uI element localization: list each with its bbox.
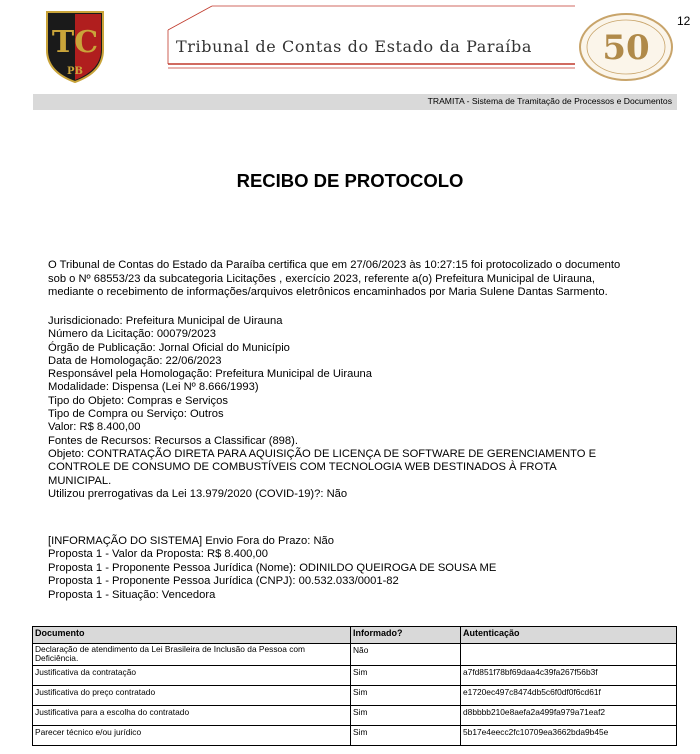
field-line: Objeto: CONTRATAÇÃO DIRETA PARA AQUISIÇÃO DE LICENÇA DE SOFTWARE DE GERENCIAMENTO E (48, 447, 597, 460)
column-header-documento: Documento (33, 627, 351, 644)
intro-line: sob o Nº 68553/23 da subcategoria Licitações , exercício 2023, referente a(o) Prefeitura Municipal de Uirauna, (48, 272, 595, 285)
table-cell-auth: e1720ec497c8474db5c6f0df0f6cd61f (461, 685, 677, 705)
table-cell-informed: Sim (351, 685, 461, 705)
field-line: Tipo do Objeto: Compras e Serviços (48, 394, 228, 407)
table-row (33, 725, 677, 745)
field-line: MUNICIPAL. (48, 474, 112, 487)
table-cell-auth (461, 644, 677, 666)
documents-table (32, 626, 677, 746)
svg-text:TC: TC (51, 25, 99, 60)
table-cell-informed: Sim (351, 665, 461, 685)
field-line: Tipo de Compra ou Serviço: Outros (48, 408, 224, 421)
field-line: Responsável pela Homologação: Prefeitura Municipal de Uirauna (48, 368, 373, 381)
field-line: Valor: R$ 8.400,00 (48, 421, 141, 434)
table-row (33, 665, 677, 685)
sysinfo-line: [INFORMAÇÃO DO SISTEMA] Envio Fora do Prazo: Não (48, 535, 334, 547)
protocol-fields (48, 315, 658, 501)
sysinfo-line: Proposta 1 - Situação: Vencedora (48, 588, 216, 601)
intro-paragraph (48, 259, 668, 300)
page-number: 12 (677, 14, 691, 28)
field-line: Utilizou prerrogativas da Lei 13.979/2020 (COVID-19)?: Não (48, 487, 348, 500)
svg-text:50: 50 (602, 28, 650, 68)
field-line: Jurisdicionado: Prefeitura Municipal de Uirauna (48, 315, 283, 327)
column-header-autenticacao: Autenticação (461, 627, 677, 644)
document-title: RECIBO DE PROTOCOLO (236, 170, 464, 191)
field-line: Fontes de Recursos: Recursos a Classificar (898). (48, 434, 298, 447)
svg-text:PB: PB (67, 66, 83, 77)
system-bar-text: TRAMITA - Sistema de Tramitação de Processos e Documentos (427, 96, 672, 106)
field-line: Data de Homologação: 22/06/2023 (48, 354, 222, 367)
sysinfo-line: Proposta 1 - Valor da Proposta: R$ 8.400,00 (48, 548, 268, 561)
sysinfo-line: Proposta 1 - Proponente Pessoa Jurídica (Nome): ODINILDO QUEIROGA DE SOUSA ME (48, 561, 497, 574)
table-cell-document: Justificativa da contratação (33, 665, 351, 685)
intro-line: O Tribunal de Contas do Estado da Paraíba certifica que em 27/06/2023 às 10:27:15 foi protocolizado o documento (48, 259, 621, 271)
table-cell-document: Justificativa para a escolha do contratado (33, 705, 351, 725)
table-cell-document: Justificativa do preço contratado (33, 685, 351, 705)
intro-line: mediante o recebimento de informações/arquivos eletrônicos encaminhados por Maria Sulene Dantas Sarmento. (48, 286, 608, 299)
table-row (33, 705, 677, 725)
system-bar (33, 94, 677, 110)
field-line: Modalidade: Dispensa (Lei Nº 8.666/1993) (48, 381, 259, 394)
table-cell-informed: Sim (351, 725, 461, 745)
tcepb-shield-logo (44, 10, 106, 84)
table-cell-document: Parecer técnico e/ou jurídico (33, 725, 351, 745)
table-cell-informed: Sim (351, 705, 461, 725)
table-cell-auth: d8bbbb210e8aefa2a499fa979a71eaf2 (461, 705, 677, 725)
field-line: Número da Licitação: 00079/2023 (48, 328, 216, 341)
table-header-row (33, 627, 677, 644)
anniversary-seal-logo (578, 12, 674, 82)
field-line: Órgão de Publicação: Jornal Oficial do Município (48, 341, 290, 354)
table-cell-informed: Não (351, 644, 461, 666)
column-header-informado: Informado? (351, 627, 461, 644)
table-row (33, 685, 677, 705)
table-cell-auth: 5b17e4eecc2fc10709ea3662bda9b45e (461, 725, 677, 745)
field-line: CONTROLE DE CONSUMO DE COMBUSTÍVEIS COM TECNOLOGIA WEB DESTINADOS À FROTA (48, 461, 557, 474)
sysinfo-line: Proposta 1 - Proponente Pessoa Jurídica (CNPJ): 00.532.033/0001-82 (48, 575, 399, 588)
institution-name: Tribunal de Contas do Estado da Paraíba (176, 37, 532, 56)
table-row (33, 644, 677, 666)
table-cell-document: Declaração de atendimento da Lei Brasileira de Inclusão da Pessoa com Deficiência. (33, 644, 351, 666)
system-info (48, 535, 658, 602)
table-cell-auth: a7fd851f78bf69daa4c39fa267f56b3f (461, 665, 677, 685)
